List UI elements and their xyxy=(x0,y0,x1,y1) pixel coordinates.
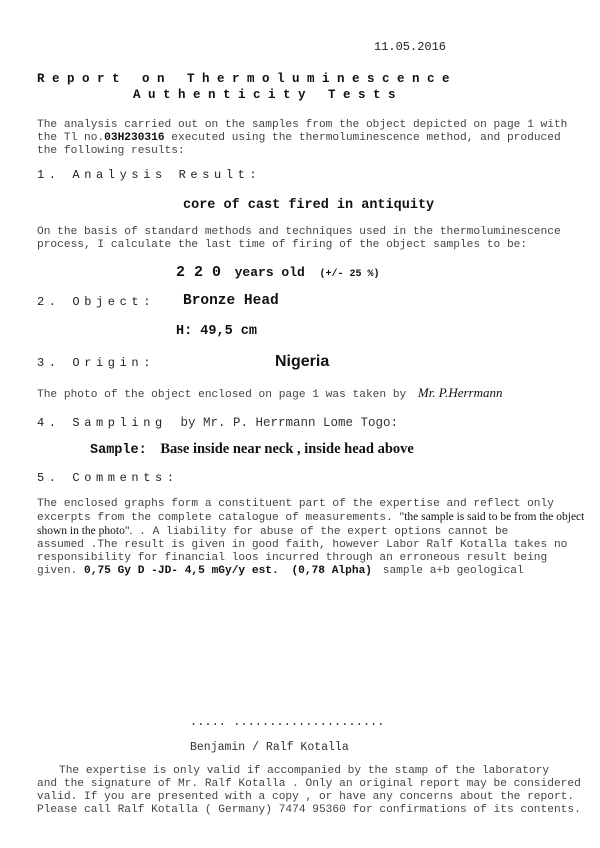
age-tolerance: (+/- 25 %) xyxy=(319,269,380,280)
comments-line1: The enclosed graphs form a constituent part of the expertise and reflect only xyxy=(37,498,554,510)
comments-paragraph xyxy=(37,498,583,578)
footer-line3: valid. If you are presented with a copy , or have any concerns about the report. xyxy=(37,791,575,803)
signature-names: Benjamin / Ralf Kotalla xyxy=(190,741,349,754)
report-title-line2: Authenticity Tests xyxy=(133,88,404,102)
dose-values: 0,75 Gy D -JD- 4,5 mGy/y est. xyxy=(84,565,279,577)
intro-line2 xyxy=(37,132,583,145)
alpha-value: (0,78 Alpha) xyxy=(291,565,373,577)
comments-line3-post: . A liability for abuse of the expert options cannot be xyxy=(132,526,509,538)
object-name: Bronze Head xyxy=(183,293,279,309)
footer-line1: The expertise is only valid if accompanied by the stamp of the laboratory xyxy=(59,765,550,777)
sample-location xyxy=(90,440,414,458)
basis-paragraph xyxy=(37,226,583,252)
photo-note xyxy=(37,384,503,402)
photographer-name: Mr. P.Herrmann xyxy=(417,385,503,400)
comments-line3 xyxy=(37,525,583,539)
sample-label: Sample: xyxy=(90,443,147,458)
section4-row xyxy=(37,413,398,431)
sample-text: Base inside near neck , inside head above xyxy=(160,441,414,457)
age-estimate xyxy=(176,263,379,281)
comments-line6-post: sample a+b geological xyxy=(382,565,524,577)
sample-quote-part2: shown in the photo". xyxy=(37,525,133,537)
basis-line1: On the basis of standard methods and techniques used in the thermoluminescence xyxy=(37,226,561,238)
section5-heading: 5. Comments: xyxy=(37,471,179,485)
origin-country: Nigeria xyxy=(275,353,330,370)
comments-line5: responsibility for financial loos incurred through an erroneous result being xyxy=(37,552,548,564)
intro-line2-post: executed using the thermoluminescence method, and produced xyxy=(164,132,561,144)
footer-line4: Please call Ralf Kotalla ( Germany) 7474 95360 for confirmations of its contents. xyxy=(37,804,581,816)
section2-heading: 2. Object: xyxy=(37,295,156,309)
section1-heading: 1. Analysis Result: xyxy=(37,168,262,182)
signature-line: ..... ..................... xyxy=(190,715,385,729)
comments-line2 xyxy=(37,511,583,525)
report-title-line1: Report on Thermoluminescence xyxy=(37,72,458,86)
photo-note-text: The photo of the object enclosed on page 1 was taken by xyxy=(37,389,407,401)
age-text: years old xyxy=(234,265,305,280)
age-number: 2 2 0 xyxy=(176,264,222,281)
intro-line1: The analysis carried out on the samples from the object depicted on page 1 with xyxy=(37,119,568,131)
intro-line3: the following results: xyxy=(37,145,185,157)
comments-line6-pre: given. xyxy=(37,565,78,577)
tl-number: 03H230316 xyxy=(104,132,165,144)
comments-line4: assumed .The result is given in good faith, however Labor Ralf Kotalla takes no xyxy=(37,539,568,551)
sampling-by: by Mr. P. Herrmann Lome Togo: xyxy=(180,416,398,430)
intro-paragraph xyxy=(37,119,583,158)
analysis-result: core of cast fired in antiquity xyxy=(183,198,435,213)
section3-heading: 3. Origin: xyxy=(37,356,156,370)
footer-line2: and the signature of Mr. Ralf Kotalla . Only an original report may be considered xyxy=(37,778,581,790)
footer-disclaimer xyxy=(37,765,583,817)
basis-line2: process, I calculate the last time of firing of the object samples to be: xyxy=(37,239,528,251)
report-date: 11.05.2016 xyxy=(374,40,447,54)
intro-line2-pre: the Tl no. xyxy=(37,132,105,144)
section4-heading: 4. Sampling xyxy=(37,416,167,430)
object-height: H: 49,5 cm xyxy=(176,324,258,339)
sample-quote-part1: "the sample is said to be from the object xyxy=(399,511,585,523)
comments-line2-pre: excerpts from the complete catalogue of measurements. xyxy=(37,512,393,524)
comments-line6 xyxy=(37,565,583,578)
